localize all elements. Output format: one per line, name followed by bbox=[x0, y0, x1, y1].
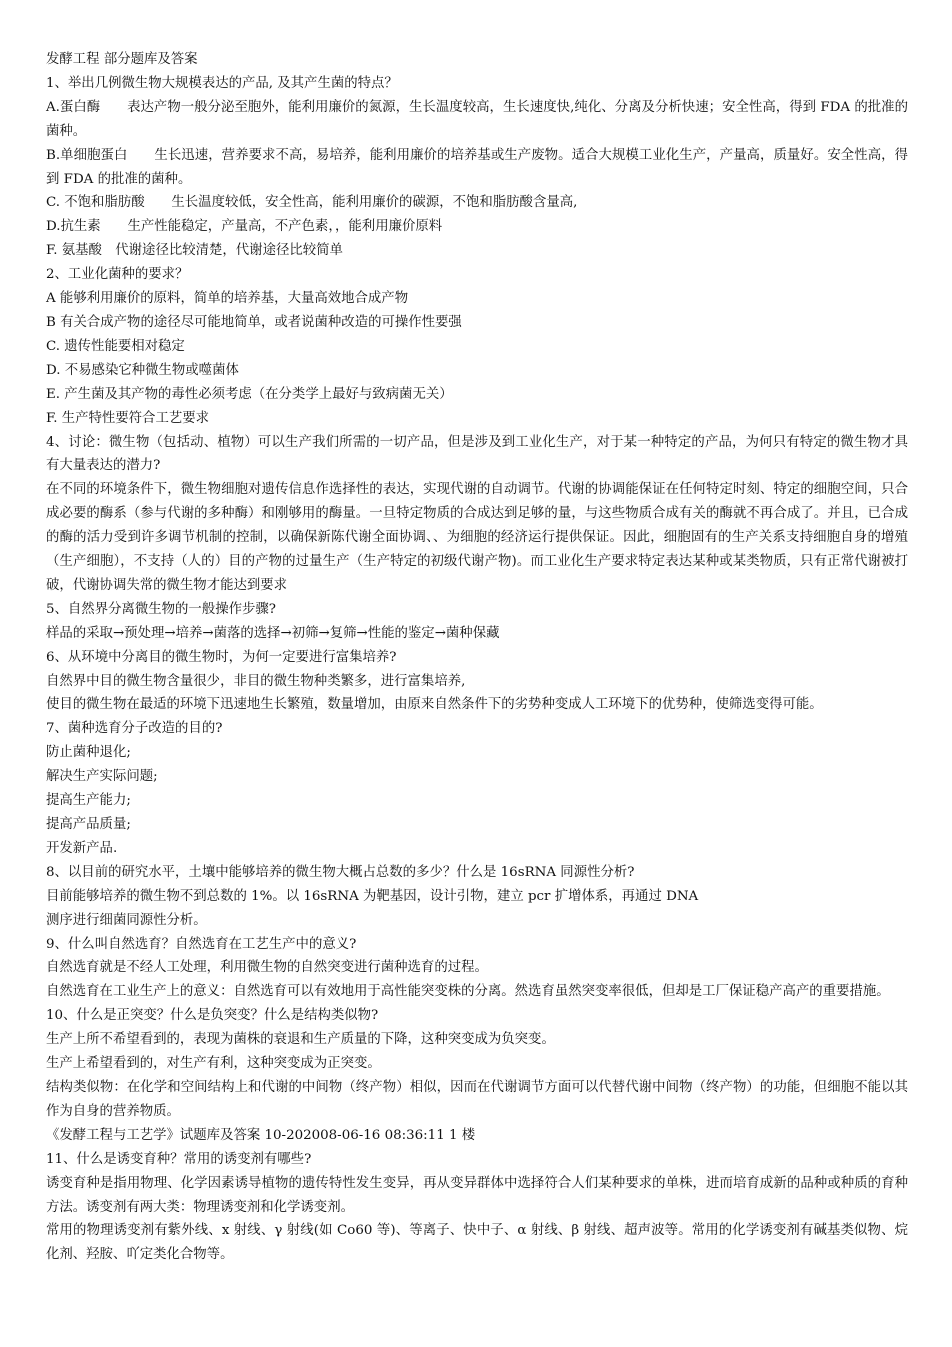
answer-7-item-2: 解决生产实际问题; bbox=[46, 769, 158, 785]
source-heading: 《发酵工程与工艺学》试题库及答案 10-202008-06-16 08:36:11 1 楼 bbox=[46, 1127, 476, 1143]
question-8: 8、以目前的研究水平，土壤中能够培养的微生物大概占总数的多少？什么是 16sRNA 同源性分析? bbox=[46, 864, 635, 880]
answer-2-b: B 有关合成产物的途径尽可能地简单，或者说菌种改造的可操作性要强 bbox=[46, 314, 462, 330]
answer-10-negative: 生产上所不希望看到的，表现为菌株的衰退和生产质量的下降，这种突变成为负突变。 bbox=[46, 1032, 555, 1048]
question-7: 7、菌种选育分子改造的目的? bbox=[46, 721, 223, 737]
answer-7-item-5: 开发新产品. bbox=[46, 840, 118, 856]
question-1: 1、举出几例微生物大规模表达的产品, 及其产生菌的特点？ bbox=[46, 75, 398, 91]
answer-2-d: D. 不易感染它种微生物或噬菌体 bbox=[46, 362, 239, 378]
answer-10-analog: 结构类似物：在化学和空间结构上和代谢的中间物（终产物）相似，因而在代谢调节方面可以代替代谢中间物（终产物）的功能，但细胞不能以其作为自身的营养物质。 bbox=[46, 1079, 908, 1119]
answer-1-f: F. 氨基酸 代谢途径比较清楚，代谢途径比较简单 bbox=[46, 243, 343, 259]
question-2: 2、工业化菌种的要求？ bbox=[46, 267, 189, 283]
answer-2-f: F. 生产特性要符合工艺要求 bbox=[46, 410, 210, 426]
answer-8-line-1: 目前能够培养的微生物不到总数的 1%。以 16sRNA 为靶基因，设计引物，建立 pcr 扩增体系，再通过 DNA bbox=[46, 888, 699, 904]
answer-4: 在不同的环境条件下，微生物细胞对遗传信息作选择性的表达，实现代谢的自动调节。代谢的协调能保证在任何特定时刻、特定的细胞空间，只合成必要的酶系（参与代谢的多种酶）和刚够用的酶量。一旦特定物质的合成达到足够的量，与这些物质合成有关的酶就不再合成了。并且，已合成的酶的活力受到许多调节机制的控制，以确保新陈代谢全面协调、、为细胞的经济运行提供保证。因此，细胞固有的生产关系支持细胞自身的增殖（生产细胞），不支持（人的）目的产物的过量生产（生产特定的初级代谢产物)。而工业化生产要求特定表达某种或某类物质，只有正常代谢被打破，代谢协调失常的微生物才能达到要求 bbox=[46, 482, 908, 593]
answer-1-b: B.单细胞蛋白 生长迅速，营养要求不高，易培养，能利用廉价的培养基或生产废物。适合大规模工业化生产，产量高，质量好。安全性高，得到 FDA 的批准的菌种。 bbox=[46, 147, 908, 187]
document-title: 发酵工程 部分题库及答案 bbox=[46, 52, 198, 67]
answer-6-line-1: 自然界中目的微生物含量很少，非目的微生物种类繁多，进行富集培养, bbox=[46, 673, 466, 689]
answer-7-item-4: 提高产品质量; bbox=[46, 817, 131, 832]
answer-8-line-2: 测序进行细菌同源性分析。 bbox=[46, 912, 207, 928]
question-6: 6、从环境中分离目的微生物时，为何一定要进行富集培养? bbox=[46, 649, 397, 665]
question-4: 4、讨论：微生物（包括动、植物）可以生产我们所需的一切产品，但是涉及到工业化生产，对于某一种特定的产品，为何只有特定的微生物才具有大量表达的潜力? bbox=[46, 434, 908, 474]
question-10: 10、什么是正突变？什么是负突变？什么是结构类似物? bbox=[46, 1008, 379, 1024]
question-9: 9、什么叫自然选育？自然选育在工艺生产中的意义? bbox=[46, 936, 357, 952]
answer-2-c: C. 遗传性能要相对稳定 bbox=[46, 338, 185, 354]
answer-2-a: A 能够利用廉价的原料，简单的培养基，大量高效地合成产物 bbox=[46, 291, 409, 307]
answer-1-a: A.蛋白酶 表达产物一般分泌至胞外，能利用廉价的氮源，生长温度较高，生长速度快,纯化、分离及分析快速；安全性高，得到 FDA 的批准的菌种。 bbox=[46, 99, 908, 139]
answer-2-e: E. 产生菌及其产物的毒性必须考虑（在分类学上最好与致病菌无关） bbox=[46, 386, 453, 402]
answer-1-c: C. 不饱和脂肪酸 生长温度较低，安全性高，能利用廉价的碳源，不饱和脂肪酸含量高, bbox=[46, 195, 578, 211]
answer-11-definition: 诱变育种是指用物理、化学因素诱导植物的遗传特性发生变异，再从变异群体中选择符合人们某种要求的单株，进而培育成新的品种或种质的育种方法。诱变剂有两大类：物理诱变剂和化学诱变剂。 bbox=[46, 1175, 908, 1215]
answer-7-item-3: 提高生产能力; bbox=[46, 793, 131, 809]
answer-1-d: D.抗生素 生产性能稳定，产量高，不产色素，，能利用廉价原料 bbox=[46, 219, 443, 235]
answer-9-line-2: 自然选育在工业生产上的意义：自然选育可以有效地用于高性能突变株的分离。然选育虽然突变率很低，但却是工厂保证稳产高产的重要措施。 bbox=[46, 984, 890, 1000]
answer-6-line-2: 使目的微生物在最适的环境下迅速地生长繁殖，数量增加，由原来自然条件下的劣势种变成人工环境下的优势种，使筛选变得可能。 bbox=[46, 697, 823, 713]
answer-9-line-1: 自然选育就是不经人工处理，利用微生物的自然突变进行菌种选育的过程。 bbox=[46, 960, 488, 976]
question-5: 5、自然界分离微生物的一般操作步骤? bbox=[46, 601, 276, 617]
answer-5: 样品的采取→预处理→培养→菌落的选择→初筛→复筛→性能的鉴定→菌种保藏 bbox=[46, 625, 500, 641]
answer-11-mutagens: 常用的物理诱变剂有紫外线、x 射线、γ 射线(如 Co60 等)、等离子、快中子、α 射线、β 射线、超声波等。常用的化学诱变剂有碱基类似物、烷化剂、羟胺、吖定类化合物等。 bbox=[46, 1223, 908, 1263]
answer-7-item-1: 防止菌种退化; bbox=[46, 745, 131, 761]
answer-10-positive: 生产上希望看到的，对生产有利，这种突变成为正突变。 bbox=[46, 1056, 381, 1072]
question-11: 11、什么是诱变育种？常用的诱变剂有哪些? bbox=[46, 1151, 312, 1167]
